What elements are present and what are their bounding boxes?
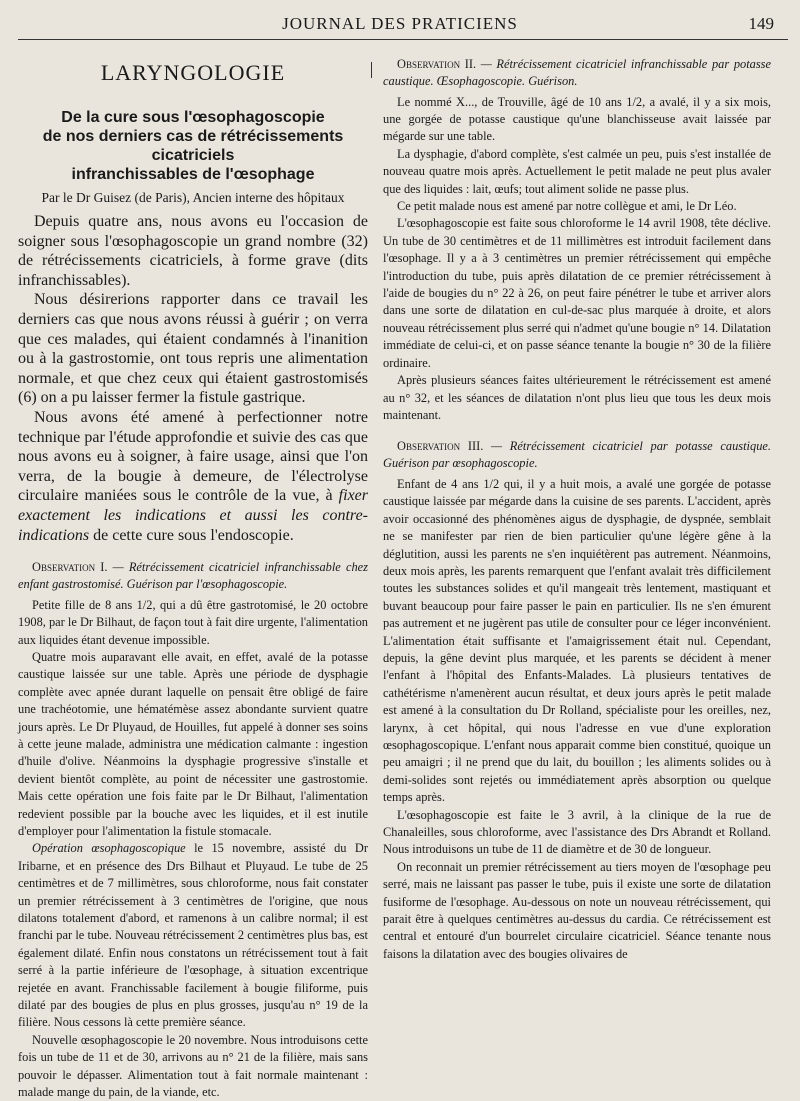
observation-heading [383, 56, 771, 90]
paragraph: L'œsophagoscopie est faite sous chloroforme le 14 avril 1908, tête déclive. Un tube de 30 centimètres et de 11 millimètres est introduit facilement dans l'œsophage. Il y a à 3 centimètres un premier rétrécissement qui empêche l'introduction du tube, puis après dilatation de ce premier rétrécissement à l'aide de bougies du n° 22 à 26, on peut faire pénétrer le tube et arriver alors dans une sorte de dilatation en cul-de-sac plus marquée à droite, et alors nouveau rétrécissement plus serré qui n'admet qu'une bougie n° 14. Dilatation immédiate de celui-ci, et on passe séance tenante la bougie n° 30 de la filière ordinaire. [383, 216, 771, 370]
article-title [18, 108, 368, 184]
observation-body [383, 94, 771, 425]
paragraph: Opération œsophagoscopique le 15 novembre, assisté du Dr Iribarne, et en présence des Drs Bilhaut et Pluyaud. Le tube de 25 centimètres et de 7 millimètres, sous chloroforme, nous fait constater un premier rétrécissement à 3 centimètres de l'origine, que nous dilatons totalement d'abord, et ramenons à un calibre normal; il est franchi par le tube. Nouveau rétrécissement 2 centimètres plus bas, est également dilaté. Enfin nous constatons un rétrécissement tout à fait serré à la partie inférieure de l'œsophage, à situation excentrique rejetée en avant. Franchissable facilement à bougie filiforme, puis dilaté par des bougies de plus en plus grosses, jusqu'au n° 19 de la filière. Nous cessons là cette première séance. [18, 841, 368, 1030]
journal-title: JOURNAL DES PRATICIENS [282, 14, 518, 33]
right-column [383, 56, 771, 963]
paragraph: Quatre mois auparavant elle avait, en effet, avalé de la potasse caustique laissée sur une table. Après une période de dysphagie complète avec apnée durant laquelle on pensait être obligé de faire une trachéotomie, une hématémèse assez abondante survient quatre jours après. Le Dr Pluyaud, de Houilles, fut appelé à donner ses soins à cette jeune malade, administra une médication calmante : ingestion d'huile d'olive. Néanmoins la dysphagie progressive s'installe et devient bientôt complète, au point de nécessiter une gastrostomie. Mais cette opération une fois faite par le Dr Bilhaut, l'alimentation redevient possible par la bouche avec les liquides, et il est inutile d'employer pour l'alimentation la fistule stomacale. [18, 649, 368, 838]
intro-text [18, 212, 368, 545]
paragraph: Nous avons été amené à perfectionner notre technique par l'étude approfondie et suivie des cas que nous avons eu à soigner, à faire usage, ainsi que l'on verra, de la bougie à demeure, de l'électrolyse circulaire maniées sous le contrôle de la vue, à fixer exactement les indications et aussi les contre-indications de cette cure sous l'endoscopie. [18, 408, 368, 544]
article-title-line: de nos derniers cas de rétrécissements cicatriciels [42, 128, 344, 164]
page-number: 149 [748, 14, 774, 33]
paragraph: Depuis quatre ans, nous avons eu l'occasion de soigner sous l'œsophagoscopie un grand nombre (32) de rétrécissements cicatriciels, à forme grave (dits infranchissables). [18, 213, 368, 289]
byline: Par le Dr Guisez (de Paris), Ancien interne des hôpitaux [41, 190, 345, 205]
paragraph: Petite fille de 8 ans 1/2, qui a dû être gastrotomisé, le 20 octobre 1908, par le Dr Bilhaut, de façon tout à fait dire urgente, l'alimentation aux liquides étant devenue impossible. [18, 597, 368, 647]
observation-title: — Rétrécissement cicatriciel infranchissable chez enfant gastrostomisé. Guérison par l'œsophagoscopie. [18, 560, 368, 591]
observation-title: — Rétrécissement cicatriciel infranchissable par potasse caustique. Œsophagoscopie. Guérison. [383, 57, 771, 88]
paragraph: L'œsophagoscopie est faite le 3 avril, à la clinique de la rue de Chanaleilles, sous chloroforme, avec l'assistance des Drs Abrandt et Rolland. Nous introduisons un tube de 11 de diamètre et de 30 de longueur. [383, 807, 771, 857]
paragraph: La dysphagie, d'abord complète, s'est calmée un peu, puis s'est installée de nouveau quatre mois après. Actuellement le petit malade ne peut plus avaler que des liquides : lait, œufs; tout aliment solide ne passe plus. [383, 146, 771, 196]
paragraph: Nous désirerions rapporter dans ce travail les derniers cas que nous avons réussi à guérir ; on verra que ces malades, qui étaient condamnés à l'inanition ou à la gastrostomie, ont tous repris une alimentation normale, et que chez ceux qui étaient gastrostomisés (6) on a pu laisser fermer la fistule gastrique. [18, 291, 368, 407]
paragraph: On reconnait un premier rétrécissement au tiers moyen de l'œsophage peu serré, mais ne laissant pas passer le tube, puis il existe une sorte de dilatation fusiforme de l'œsophage. Au-dessous on note un nouveau rétrécissement, qui parait être à quelques centimètres au-dessus du cardia. Ce rétrécissement est central et entouré d'un bourrelet circulaire cicatriciel. Séance tenante nous faisons la dilatation avec des bougies olivaires de [383, 859, 771, 961]
paragraph: Nouvelle œsophagoscopie le 20 novembre. Nous introduisons cette fois un tube de 11 et de 30, arrivons au n° 21 de la filière, mais sans pouvoir le dépasser. Alimentation tout à fait normale maintenant : malade mange du pain, de la viande, etc. [18, 1032, 368, 1100]
observation-title: — Rétrécissement cicatriciel par potasse caustique. Guérison par œsophagoscopie. [383, 439, 771, 471]
observation-label: Observation I. [32, 560, 108, 575]
page-header [0, 14, 800, 40]
observation-heading [383, 438, 771, 472]
observation-label: Observation II. [397, 57, 477, 71]
observation-body [383, 476, 771, 963]
paragraph: Ce petit malade nous est amené par notre collègue et ami, le Dr Léo. [397, 199, 737, 214]
paragraph: Le nommé X..., de Trouville, âgé de 10 ans 1/2, a avalé, il y a six mois, une gorgée de potasse caustique qu'une blanchisseuse avait laissée par mégarde sur une table. [383, 94, 771, 144]
left-column [18, 56, 368, 1101]
header-rule [18, 39, 788, 40]
article-title-line: infranchissables de l'œsophage [71, 166, 315, 183]
section-heading: LARYNGOLOGIE [100, 60, 286, 85]
observation-label: Observation III. [397, 439, 484, 454]
paragraph: Enfant de 4 ans 1/2 qui, il y a huit mois, a avalé une gorgée de potasse caustique laissée par mégarde dans la cuisine de ses parents. L'accident, après avoir occasionné des phénomènes aigus de dysphagie, de dyspnée, semblait ne se manifester par rien de bien particulier qu'une légère gêne à la déglutition, aussi les parents ne s'en inquiétèrent pas autrement. Néanmoins, deux mois après, les parents remarquent que l'enfant avalait très difficilement toutes les substances solides et qu'il mangeait très lentement, mastiquant et buvant beaucoup pour faire passer le pain en particulier. Ils ne s'en émurent pas autrement et ne jugèrent pas utile de consulter pour ce léger inconvénient. L'alimentation était suffisante et l'amaigrissement était nul. Cependant, depuis, la gêne devint plus marquée, et les parents se décident à mener l'enfant à l'hôpital des Enfants-Malades. Là plusieurs tentatives de cathétérisme n'amenèrent aucun résultat, et deux jours après le petit malade est amené à la consultation du Dr Rolland, spécialiste pour les oreilles, nez, larynx, à cet hôpital, qui nous l'adresse en vue d'une exploration œsophagoscopique. L'enfant nous apparait comme bien constitué, quoique un peu amaigri ; il ne prend que du lait, du bouillon ; les aliments solides ou à demi-solides sont rejetés ou immédiatement après absorption ou quelque temps après. [383, 476, 771, 805]
observation-body [18, 597, 368, 1101]
observation-heading [18, 559, 368, 593]
article-title-line: De la cure sous l'œsophagoscopie [61, 109, 325, 126]
paragraph: Après plusieurs séances faites ultérieurement le rétrécissement est amené au n° 32, et les séances de dilatation n'ont plus lieu que tous les deux mois maintenant. [383, 373, 771, 422]
column-divider [371, 62, 372, 78]
